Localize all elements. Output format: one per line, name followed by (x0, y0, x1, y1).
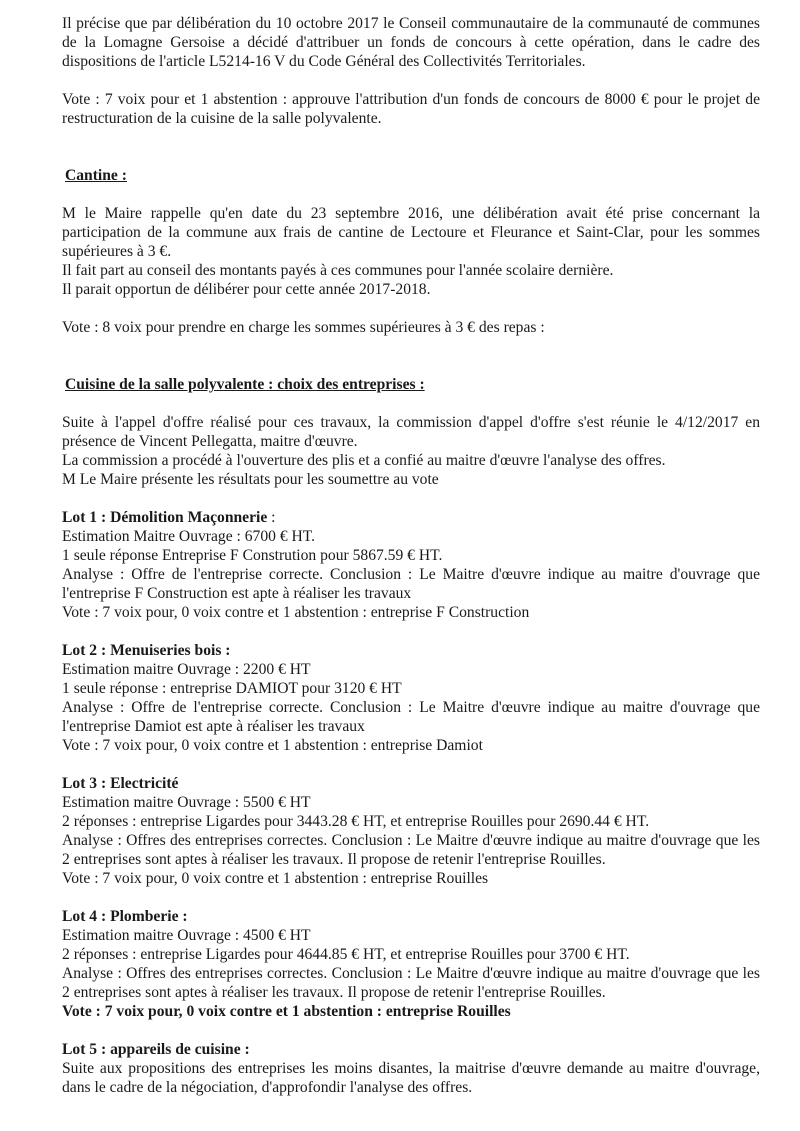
lot-1-responses: 1 seule réponse Entreprise F Constrution pour 5867.59 € HT. (62, 547, 443, 564)
cantine-heading: Cantine : (65, 167, 127, 184)
lot-1-analyse: Analyse : Offre de l'entreprise correcte. Conclusion : Le Maitre d'œuvre indique au maitre d'ouvrage que l'entreprise F Construction est apte à réaliser les travaux (62, 566, 760, 602)
lot-3-analyse: Analyse : Offres des entreprises correctes. Conclusion : Le Maitre d'œuvre indique au maitre d'ouvrage que les 2 entreprises sont aptes à réaliser les travaux. Il propose de retenir l'entreprise Rouilles. (62, 832, 760, 868)
cantine-paragraph-2: Il fait part au conseil des montants payés à ces communes pour l'année scolaire dernière. (62, 262, 614, 279)
lot-3-title: Lot 3 : Electricité (62, 775, 179, 792)
cantine-paragraph-1: M le Maire rappelle qu'en date du 23 septembre 2016, une délibération avait été prise concernant la participation de la commune aux frais de cantine de Lectoure et Fleurance et Saint-Clar, pour les sommes supérieures à 3 €. (62, 205, 760, 260)
lot-5 (62, 1040, 760, 1097)
lot-4-responses: 2 réponses : entreprise Ligardes pour 4644.85 € HT, et entreprise Rouilles pour 3700 € HT. (62, 946, 630, 963)
lot-3-responses: 2 réponses : entreprise Ligardes pour 3443.28 € HT, et entreprise Rouilles pour 2690.44 € HT. (62, 813, 650, 830)
cuisine-heading: Cuisine de la salle polyvalente : choix des entreprises : (65, 376, 425, 393)
lot-2-estimation: Estimation maitre Ouvrage : 2200 € HT (62, 661, 311, 678)
lot-1 (62, 508, 760, 622)
lot-2-title: Lot 2 : Menuiseries bois : (62, 642, 231, 659)
cuisine-paragraph-2: La commission a procédé à l'ouverture des plis et a confié au maitre d'œuvre l'analyse des offres. (62, 452, 666, 469)
lot-5-text: Suite aux propositions des entreprises les moins disantes, la maitrise d'œuvre demande au maitre d'ouvrage, dans le cadre de la négociation, d'approfondir l'analyse des offres. (62, 1060, 760, 1096)
lot-4-vote: Vote : 7 voix pour, 0 voix contre et 1 abstention : entreprise Rouilles (62, 1003, 511, 1020)
lot-5-title: Lot 5 : appareils de cuisine : (62, 1041, 250, 1058)
lot-1-title-suffix: : (267, 509, 276, 526)
lot-1-estimation: Estimation Maitre Ouvrage : 6700 € HT. (62, 528, 316, 545)
lot-3 (62, 774, 760, 888)
intro-vote: Vote : 7 voix pour et 1 abstention : approuve l'attribution d'un fonds de concours de 8000 € pour le projet de restructuration de la cuisine de la salle polyvalente. (62, 91, 760, 127)
cantine-paragraph-3: Il parait opportun de délibérer pour cette année 2017-2018. (62, 281, 431, 298)
lot-1-title: Lot 1 : Démolition Maçonnerie (62, 509, 268, 526)
lot-4 (62, 907, 760, 1021)
lot-1-vote: Vote : 7 voix pour, 0 voix contre et 1 abstention : entreprise F Construction (62, 604, 530, 621)
lot-2-vote: Vote : 7 voix pour, 0 voix contre et 1 abstention : entreprise Damiot (62, 737, 483, 754)
cuisine-paragraph-3: M Le Maire présente les résultats pour les soumettre au vote (62, 471, 439, 488)
lot-3-estimation: Estimation maitre Ouvrage : 5500 € HT (62, 794, 311, 811)
cantine-vote: Vote : 8 voix pour prendre en charge les sommes supérieures à 3 € des repas : (62, 319, 545, 336)
lot-4-title: Lot 4 : Plomberie : (62, 908, 188, 925)
lot-1-heading (62, 508, 760, 527)
lot-2-responses: 1 seule réponse : entreprise DAMIOT pour 3120 € HT (62, 680, 402, 697)
lot-4-estimation: Estimation maitre Ouvrage : 4500 € HT (62, 927, 311, 944)
lot-2 (62, 641, 760, 755)
lot-3-vote: Vote : 7 voix pour, 0 voix contre et 1 abstention : entreprise Rouilles (62, 870, 489, 887)
lot-4-analyse: Analyse : Offres des entreprises correctes. Conclusion : Le Maitre d'œuvre indique au maitre d'ouvrage que les 2 entreprises sont aptes à réaliser les travaux. Il propose de retenir l'entreprise Rouilles. (62, 965, 760, 1001)
document-page (62, 14, 760, 1097)
intro-paragraph: Il précise que par délibération du 10 octobre 2017 le Conseil communautaire de la communauté de communes de la Lomagne Gersoise a décidé d'attribuer un fonds de concours à cette opération, dans le cadre des dispositions de l'article L5214-16 V du Code Général des Collectivités Territoriales. (62, 15, 760, 70)
cuisine-paragraph-1: Suite à l'appel d'offre réalisé pour ces travaux, la commission d'appel d'offre s'est réunie le 4/12/2017 en présence de Vincent Pellegatta, maitre d'œuvre. (62, 414, 760, 450)
lot-2-analyse: Analyse : Offre de l'entreprise correcte. Conclusion : Le Maitre d'œuvre indique au maitre d'ouvrage que l'entreprise Damiot est apte à réaliser les travaux (62, 699, 760, 735)
